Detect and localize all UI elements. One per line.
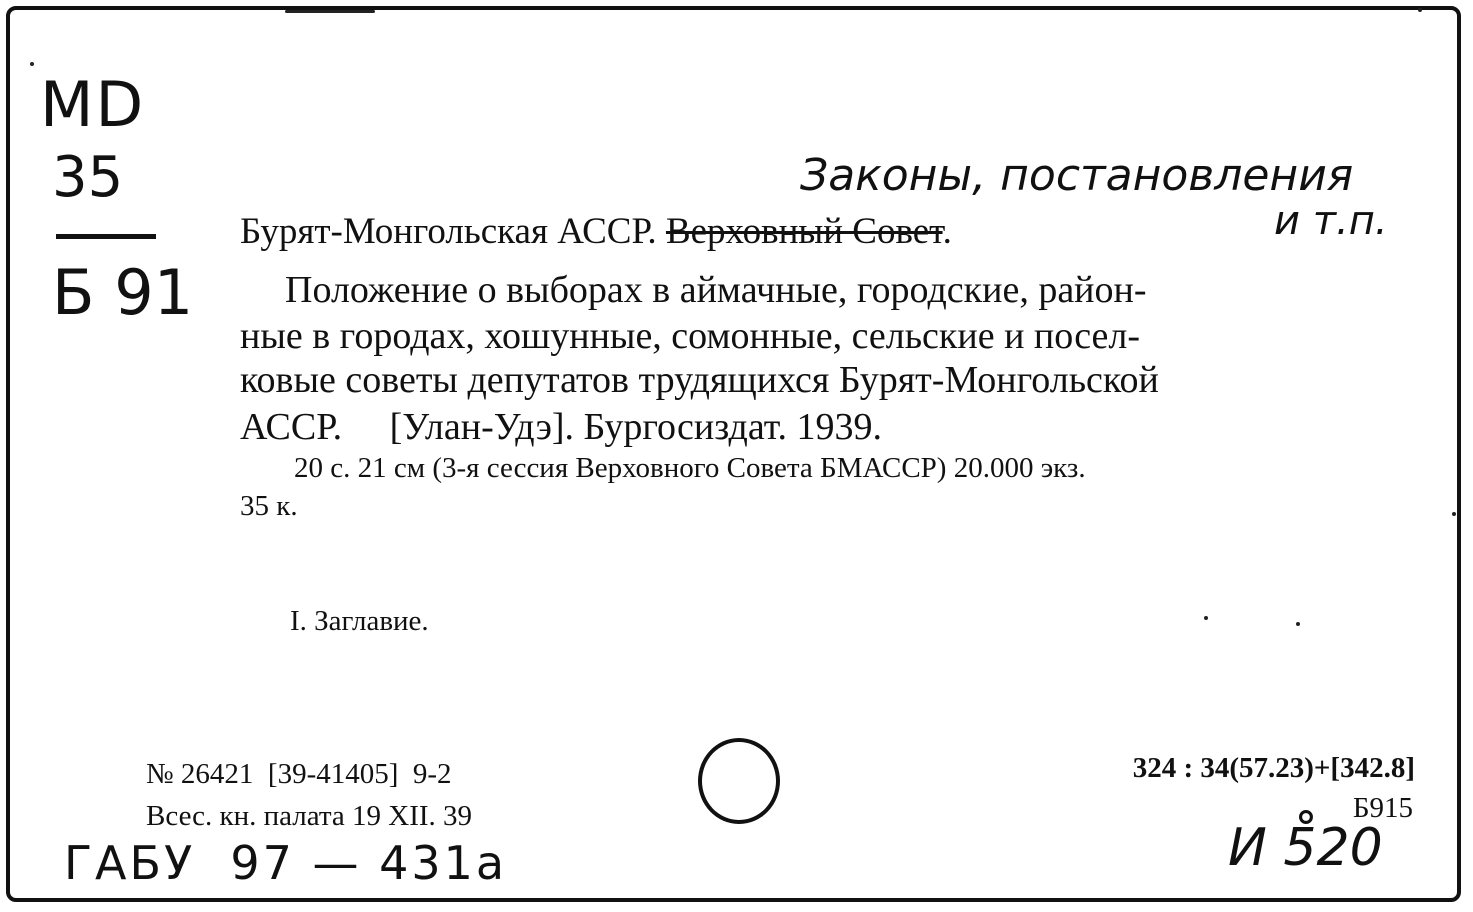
author-mark: Б915: [1352, 792, 1413, 824]
call-number-divider: [56, 234, 156, 239]
scan-speck: [1204, 616, 1208, 620]
call-number-line3: Б 91: [52, 256, 194, 329]
main-entry-heading: [240, 210, 952, 253]
card-number: № 26421 [39-41405] 9-2: [146, 758, 452, 790]
chamber-date: Всес. кн. палата 19 XII. 39: [146, 800, 473, 832]
circle-stamp: [698, 738, 780, 824]
tracing: I. Заглавие.: [290, 605, 429, 637]
title-line-1: Положение о выборах в аймачные, городские, район-: [285, 269, 1147, 311]
title-line-3: ковые советы депутатов трудящихся Бурят-Монгольской: [240, 359, 1159, 401]
subject-heading-line1: Законы, постановления: [800, 150, 1354, 201]
main-entry-trailing: .: [942, 211, 952, 252]
collation-line-1: 20 с. 21 см (3-я сессия Верховного Совета БМАССР) 20.000 экз.: [294, 452, 1086, 484]
scan-speck: [1418, 8, 1422, 12]
classification-code: 324 : 34(57.23)+[342.8]: [1132, 752, 1415, 784]
main-entry-author: Бурят-Монгольская АССР.: [240, 211, 657, 252]
title-line-4: АССР. [Улан-Удэ]. Бургосиздат. 1939.: [240, 406, 882, 448]
subject-heading-line2: и т.п.: [1274, 198, 1388, 244]
scan-speck: [1452, 512, 1456, 516]
title-line-2: ные в городах, хошунные, сомонные, сельские и посел-: [240, 315, 1141, 357]
top-pencil-mark: [285, 10, 375, 13]
main-entry-struck-text: Верховный Совет: [665, 211, 943, 252]
call-number-line1: MD: [40, 68, 146, 141]
call-number-line2: 35: [52, 145, 124, 210]
scan-speck: [1296, 622, 1300, 626]
scan-speck: [30, 62, 34, 66]
collation-line-2: 35 к.: [240, 490, 298, 522]
handwritten-shelf-note: И 5̊20: [1228, 818, 1383, 878]
handwritten-inventory-note: ГАБУ 97 — 431а: [64, 836, 508, 890]
